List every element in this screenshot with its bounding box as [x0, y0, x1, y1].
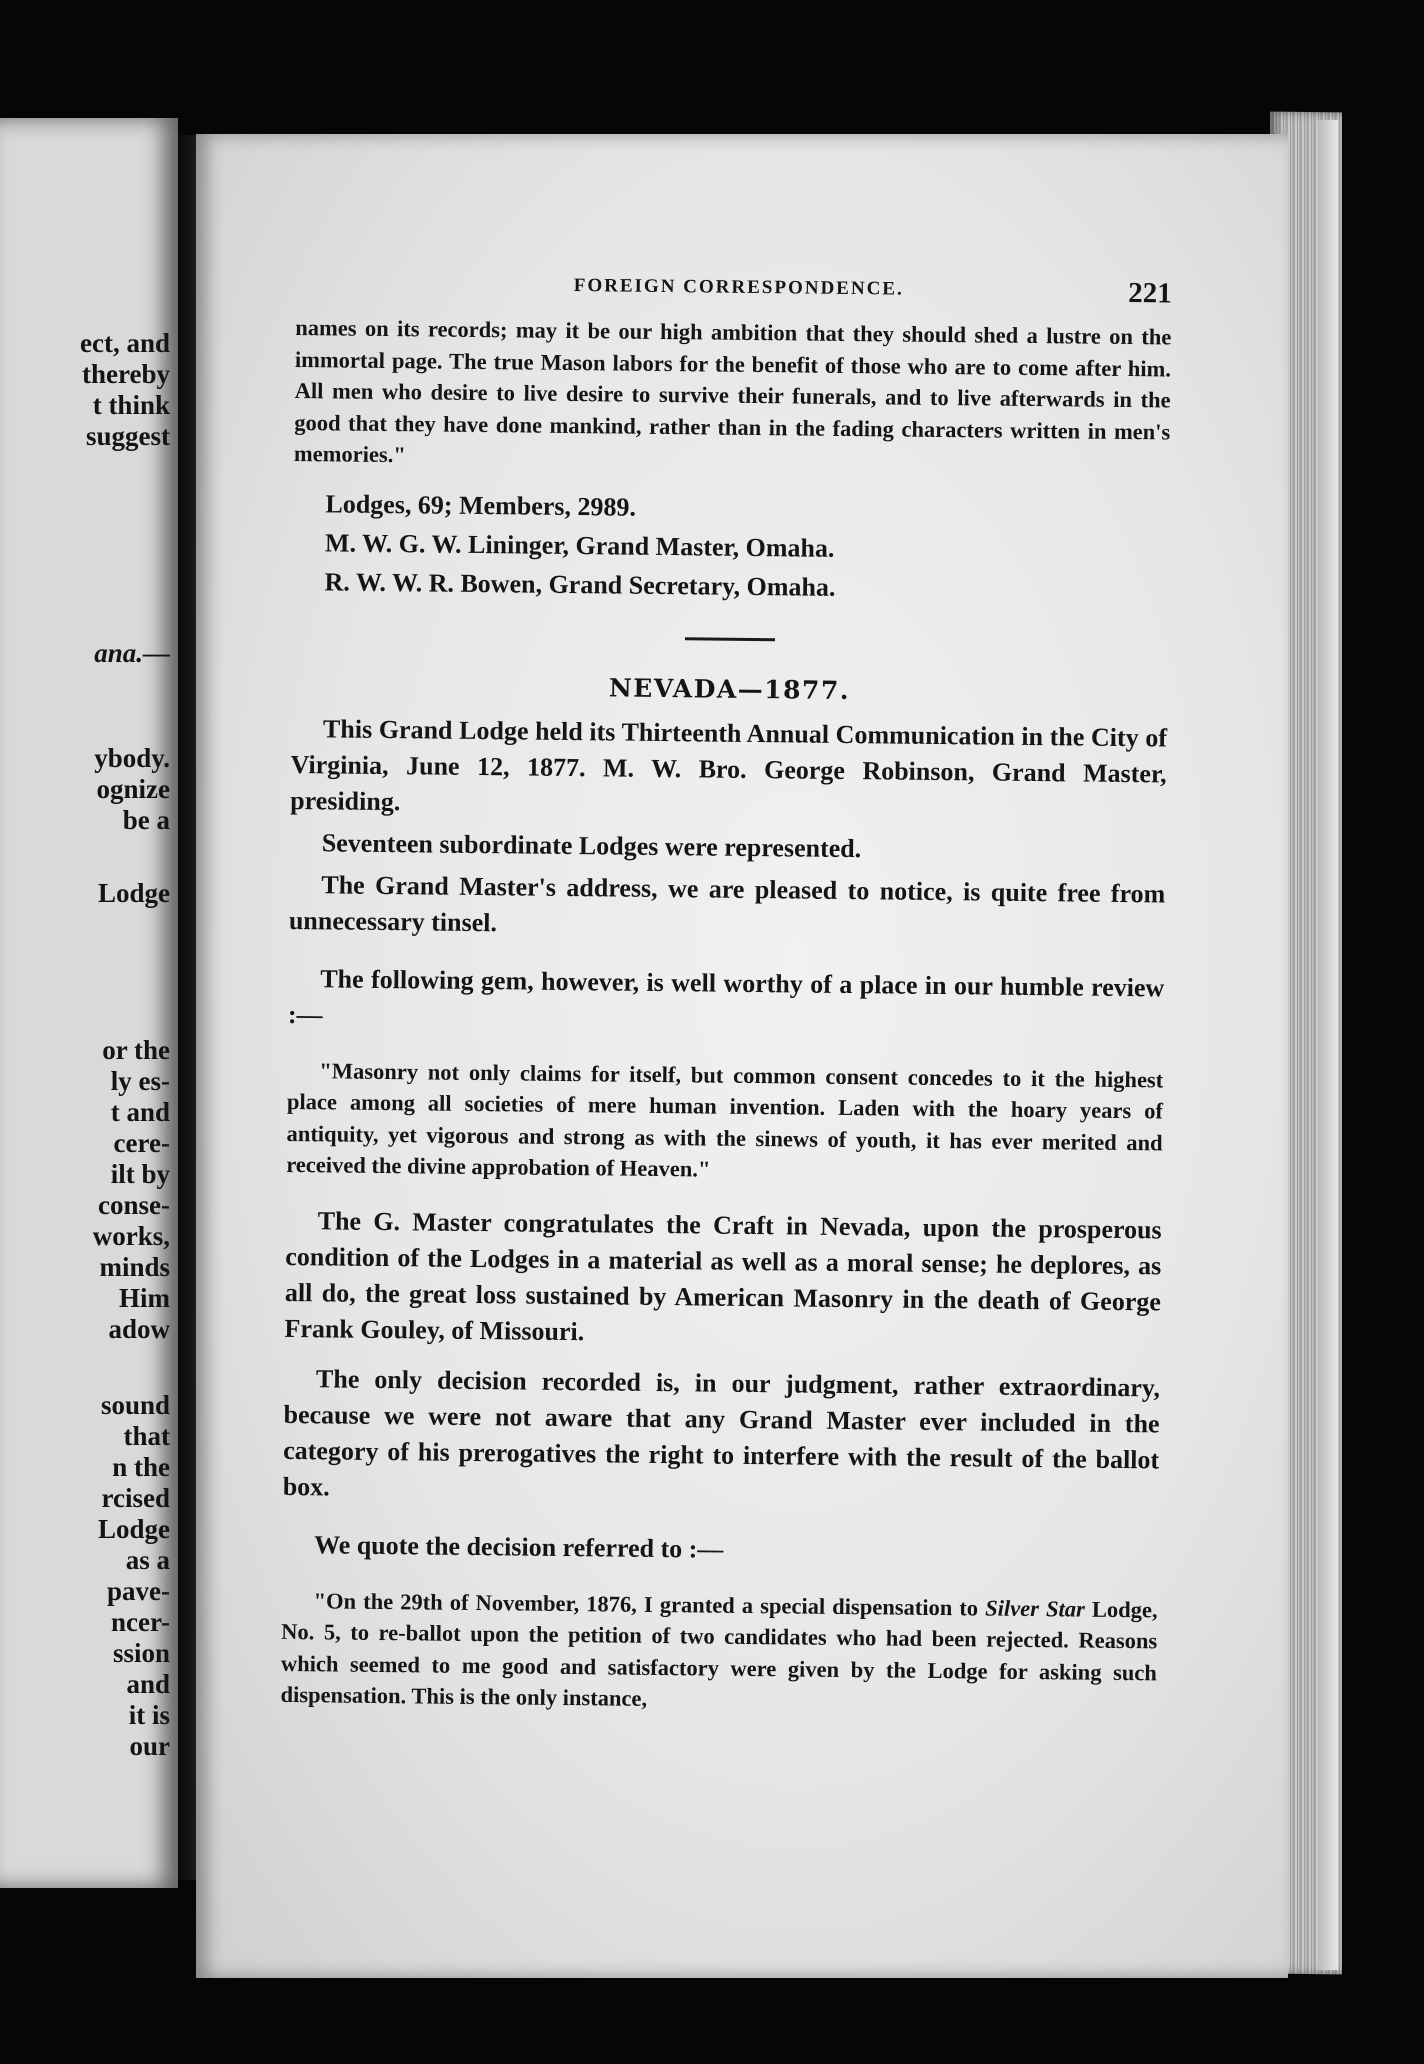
left-page-line: Him: [119, 1283, 170, 1313]
left-page-line: works,: [92, 1221, 170, 1251]
left-page-line: it is: [128, 1700, 170, 1730]
running-title: FOREIGN CORRESPONDENCE.: [573, 275, 904, 300]
left-page-line: rcised: [101, 1483, 170, 1513]
left-page-line: ncer-: [111, 1607, 170, 1637]
left-page-line: t and: [110, 1097, 170, 1127]
left-page-line: thereby: [82, 359, 170, 389]
paragraph-1: This Grand Lodge held its Thirteenth Annual Communication in the City of Virginia, June 12, 1877. M. W. Bro. George Robinson, Grand Master, presiding.: [290, 713, 1168, 816]
left-page-line: be a: [122, 805, 170, 835]
left-page-line: sound: [100, 1390, 170, 1420]
paragraph-7: We quote the decision referred to :—: [314, 1529, 724, 1564]
left-page-line: t think: [92, 390, 170, 420]
left-page-line: or the: [102, 1035, 170, 1065]
quote-block-2: [280, 1584, 1157, 1719]
left-page-line: pave-: [107, 1576, 170, 1606]
paragraph-4: The following gem, however, is well worthy of a place in our humble review :—: [287, 963, 1165, 1029]
section-divider: [685, 637, 775, 641]
opening-quote: names on its records; may it be our high ambition that they should shed a lustre on the immortal page. The true Mason labors for the benefit of those who are to come after him. All men who desire to live desire to survive their funerals, and to live afterwards in the good that they have done mankind, rather than in the fading characters written in men's memories.": [293, 314, 1172, 468]
quote-2-lodge-name: Silver Star: [985, 1595, 1085, 1622]
grand-secretary: R. W. W. R. Bowen, Grand Secretary, Omaha.: [324, 566, 836, 602]
left-page-line: that: [123, 1421, 170, 1451]
left-page-line: Lodge: [97, 878, 170, 908]
paragraph-5: The G. Master congratulates the Craft in Nevada, upon the prosperous condition of the Lodges in a material as well as a moral sense; he deplores, as all do, the great loss sustained by American Masonry in the death of George Frank Gouley, of Missouri.: [284, 1205, 1162, 1346]
left-page-line: and: [126, 1669, 170, 1699]
quote-block-1: [286, 1054, 1163, 1189]
left-page-line: ana.—: [94, 638, 170, 668]
left-page-line: n the: [112, 1452, 170, 1482]
left-page-line: ssion: [112, 1638, 170, 1668]
paragraph-3: The Grand Master's address, we are pleased to notice, is quite free from unnecessary tinsel.: [288, 869, 1166, 937]
left-page-line: cere-: [113, 1128, 170, 1158]
quote-1: "Masonry not only claims for itself, but common consent concedes to it the highest place among all societies of mere human invention. Laden with the hoary years of antiquity, yet vigorous and strong as with the sinews of youth, it has ever merited and received the divine approbation of Heaven.": [286, 1057, 1164, 1182]
left-page-line: Lodge: [97, 1514, 170, 1544]
page-edges-highlight: [1318, 120, 1338, 1970]
left-page-line: ognize: [96, 774, 170, 804]
left-page-line: ect, and: [80, 328, 170, 358]
left-facing-page: [0, 118, 178, 1888]
left-page-line: ly es-: [110, 1066, 170, 1096]
left-page-line: suggest: [85, 421, 170, 451]
lodges-members: Lodges, 69; Members, 2989.: [325, 488, 637, 522]
left-page-line: adow: [108, 1314, 170, 1344]
left-page-line: ilt by: [110, 1159, 170, 1189]
paragraph-6: The only decision recorded is, in our judgment, rather extraordinary, because we were not aware that any Grand Master ever included in the category of his prerogatives the right to interfere with the result of the ballot box.: [282, 1363, 1161, 1501]
quote-2: [280, 1584, 1157, 1719]
grand-master: M. W. G. W. Lininger, Grand Master, Omaha.: [324, 527, 835, 563]
paragraph-2: Seventeen subordinate Lodges were represented.: [321, 827, 862, 863]
left-page-line: our: [129, 1731, 170, 1761]
left-page-line: ybody.: [94, 743, 170, 773]
left-page-line: conse-: [98, 1190, 170, 1220]
quote-2-end: Lodge, No. 5, to re-ballot upon the petition of two candidates who had been rejected. Reasons which seemed to me good and satisfactory were given by the Lodge for asking such dispensation. This is the only instance,: [280, 1596, 1158, 1711]
quote-2-start: "On the 29th of November, 1876, I granted a special dispensation to: [313, 1587, 986, 1621]
left-page-line: as a: [125, 1545, 170, 1575]
section-title: NEVADA—1877.: [608, 672, 851, 705]
page-content: [280, 268, 1172, 1720]
page-number: 221: [1128, 277, 1172, 310]
left-page-line: minds: [99, 1252, 170, 1282]
